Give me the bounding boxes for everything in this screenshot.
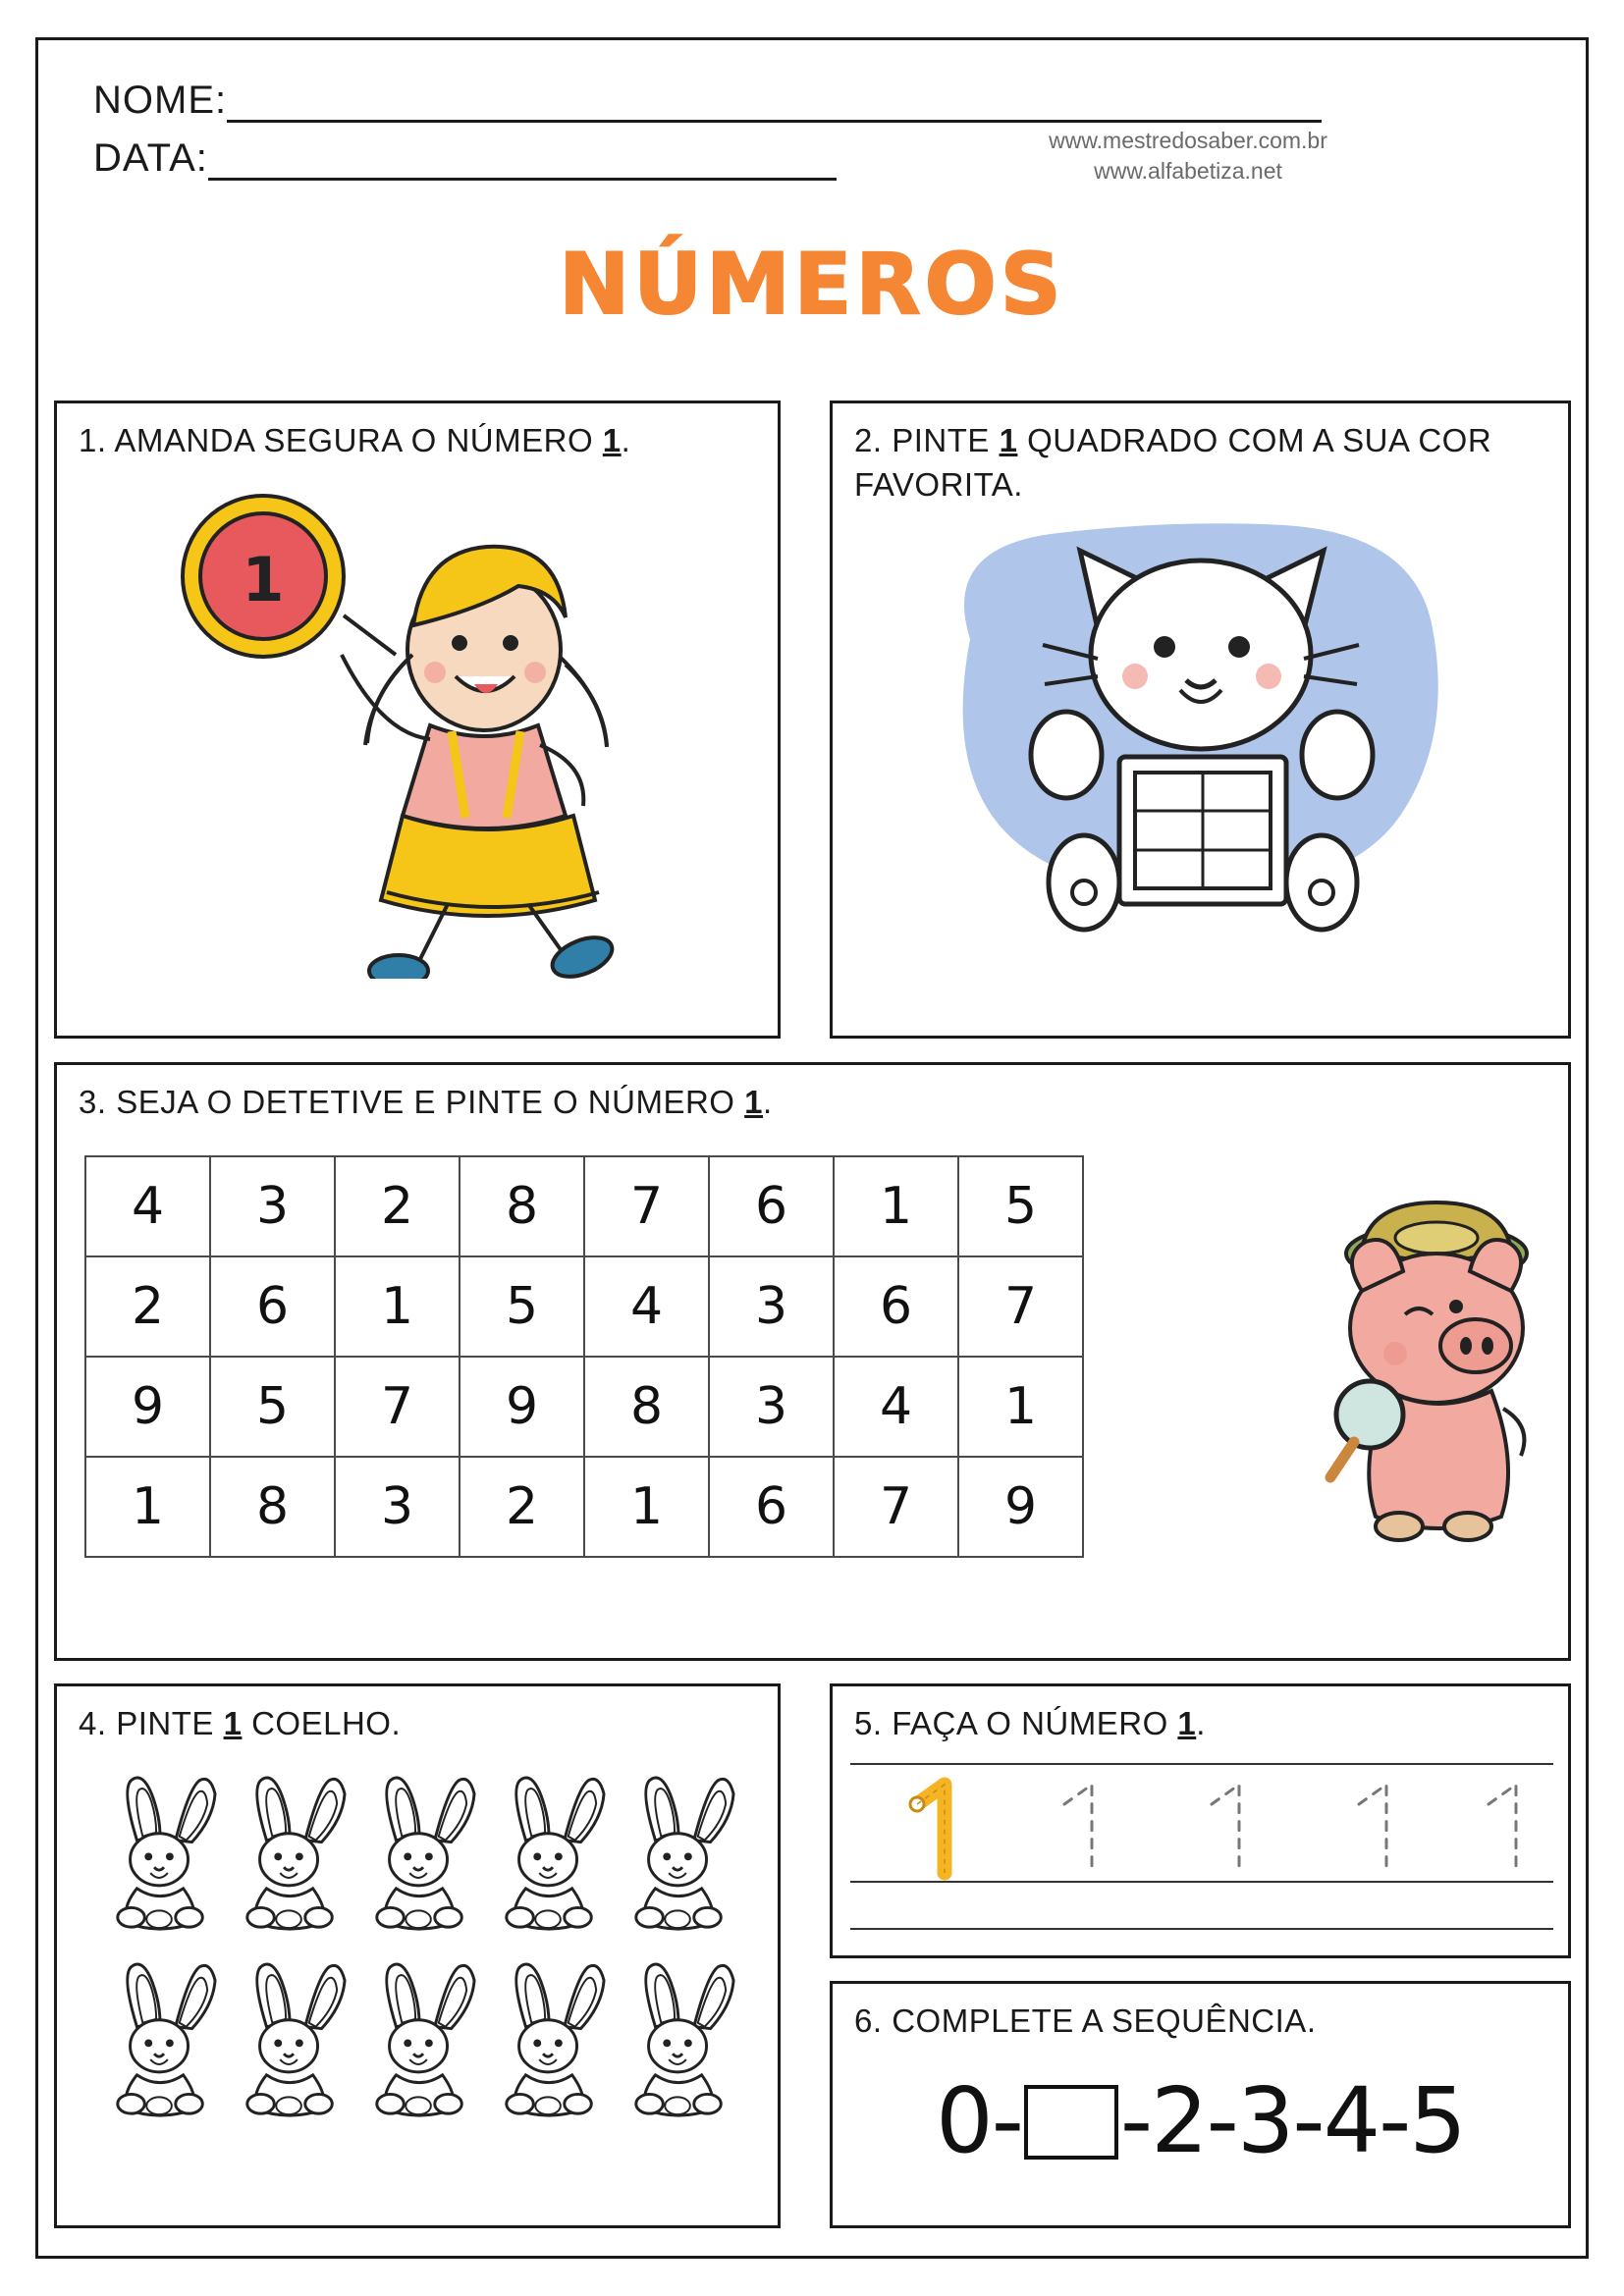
trace-dotted-3[interactable] <box>1329 1771 1437 1887</box>
grid-cell[interactable]: 2 <box>85 1256 210 1357</box>
grid-cell[interactable]: 1 <box>834 1156 958 1256</box>
trace-dotted-2[interactable] <box>1182 1771 1290 1887</box>
grid-cell[interactable]: 1 <box>958 1357 1083 1457</box>
exercise-5-number: 5. <box>854 1705 883 1741</box>
grid-cell[interactable]: 6 <box>210 1256 335 1357</box>
grid-cell[interactable]: 1 <box>335 1256 460 1357</box>
grid-cell[interactable]: 1 <box>584 1457 709 1557</box>
exercise-5 <box>830 1683 1571 1958</box>
grid-cell[interactable]: 4 <box>834 1357 958 1457</box>
page-title: NÚMEROS <box>559 236 1065 334</box>
grid-cell[interactable]: 5 <box>460 1256 584 1357</box>
name-input-line[interactable] <box>227 92 1322 123</box>
exercise-2-number: 2. <box>854 422 883 458</box>
exercise-3-number: 3. <box>79 1084 107 1120</box>
name-field-row <box>93 79 1488 123</box>
rabbit-icon[interactable] <box>623 1765 738 1934</box>
grid-cell[interactable]: 5 <box>210 1357 335 1457</box>
grid-cell[interactable]: 6 <box>709 1457 834 1557</box>
trace-dotted-1[interactable] <box>1035 1771 1143 1887</box>
grid-cell[interactable]: 7 <box>335 1357 460 1457</box>
exercise-6-number: 6. <box>854 2002 883 2039</box>
grid-row <box>85 1457 1083 1557</box>
exercise-1 <box>54 400 781 1039</box>
exercise-4 <box>54 1683 781 2228</box>
exercise-4-instruction: 4. PINTE 1 COELHO. <box>79 1705 402 1741</box>
rabbit-collection <box>82 1765 760 2120</box>
sequence-after: -2-3-4-5 <box>1119 2068 1465 2173</box>
sequence-blank-box[interactable] <box>1024 2085 1118 2160</box>
rabbit-icon[interactable] <box>363 1765 479 1934</box>
name-label: NOME: <box>93 79 228 122</box>
rabbit-icon[interactable] <box>234 1765 350 1934</box>
cat-with-squares-illustration <box>901 521 1500 973</box>
rabbit-icon[interactable] <box>493 1951 609 2120</box>
sequence-before: 0- <box>936 2068 1022 2173</box>
exercise-1-instruction: 1. AMANDA SEGURA O NÚMERO 1. <box>79 422 631 458</box>
number-search-grid[interactable] <box>84 1155 1084 1558</box>
rabbit-icon[interactable] <box>104 1765 220 1934</box>
exercise-3-instruction: 3. SEJA O DETETIVE E PINTE O NÚMERO 1. <box>79 1084 773 1120</box>
grid-cell[interactable]: 4 <box>85 1156 210 1256</box>
grid-cell[interactable]: 8 <box>460 1156 584 1256</box>
website-line-1: www.mestredosaber.com.br <box>1049 128 1327 153</box>
grid-cell[interactable]: 6 <box>834 1256 958 1357</box>
svg-text:1: 1 <box>242 544 285 615</box>
grid-cell[interactable]: 5 <box>958 1156 1083 1256</box>
trace-model-one <box>888 1771 996 1887</box>
exercise-5-instruction: 5. FAÇA O NÚMERO 1. <box>854 1705 1206 1741</box>
girl-with-number-illustration <box>135 468 725 979</box>
grid-row <box>85 1357 1083 1457</box>
exercise-6-instruction: 6. COMPLETE A SEQUÊNCIA. <box>854 2002 1317 2039</box>
exercise-3 <box>54 1062 1571 1661</box>
trace-dotted-4[interactable] <box>1459 1771 1567 1887</box>
rabbit-icon[interactable] <box>493 1765 609 1934</box>
exercise-2 <box>830 400 1571 1039</box>
grid-cell[interactable]: 6 <box>709 1156 834 1256</box>
grid-cell[interactable]: 9 <box>958 1457 1083 1557</box>
grid-row <box>85 1256 1083 1357</box>
exercise-4-number: 4. <box>79 1705 107 1741</box>
website-line-2: www.alfabetiza.net <box>1094 158 1282 185</box>
grid-cell[interactable]: 7 <box>584 1156 709 1256</box>
grid-row <box>85 1156 1083 1256</box>
detective-pig-illustration <box>1319 1181 1564 1593</box>
grid-cell[interactable]: 7 <box>958 1256 1083 1357</box>
rabbit-icon[interactable] <box>623 1951 738 2120</box>
grid-cell[interactable]: 9 <box>85 1357 210 1457</box>
grid-cell[interactable]: 8 <box>584 1357 709 1457</box>
date-label: DATA: <box>93 136 208 180</box>
tracing-band[interactable] <box>850 1763 1553 1930</box>
grid-cell[interactable]: 2 <box>335 1156 460 1256</box>
exercise-1-number: 1. <box>79 422 107 458</box>
date-input-line[interactable] <box>208 150 837 181</box>
grid-cell[interactable]: 3 <box>335 1457 460 1557</box>
grid-cell[interactable]: 9 <box>460 1357 584 1457</box>
grid-cell[interactable]: 2 <box>460 1457 584 1557</box>
rabbit-icon[interactable] <box>234 1951 350 2120</box>
grid-cell[interactable]: 3 <box>709 1357 834 1457</box>
grid-cell[interactable]: 3 <box>709 1256 834 1357</box>
sequence-row <box>833 2068 1568 2173</box>
grid-cell[interactable]: 3 <box>210 1156 335 1256</box>
grid-cell[interactable]: 7 <box>834 1457 958 1557</box>
grid-cell[interactable]: 4 <box>584 1256 709 1357</box>
grid-cell[interactable]: 8 <box>210 1457 335 1557</box>
website-credits <box>1001 126 1375 187</box>
exercise-2-instruction: 2. PINTE 1 QUADRADO COM A SUA COR FAVORITA. <box>854 422 1492 503</box>
grid-cell[interactable]: 1 <box>85 1457 210 1557</box>
exercise-6 <box>830 1981 1571 2228</box>
rabbit-icon[interactable] <box>104 1951 220 2120</box>
rabbit-icon[interactable] <box>363 1951 479 2120</box>
